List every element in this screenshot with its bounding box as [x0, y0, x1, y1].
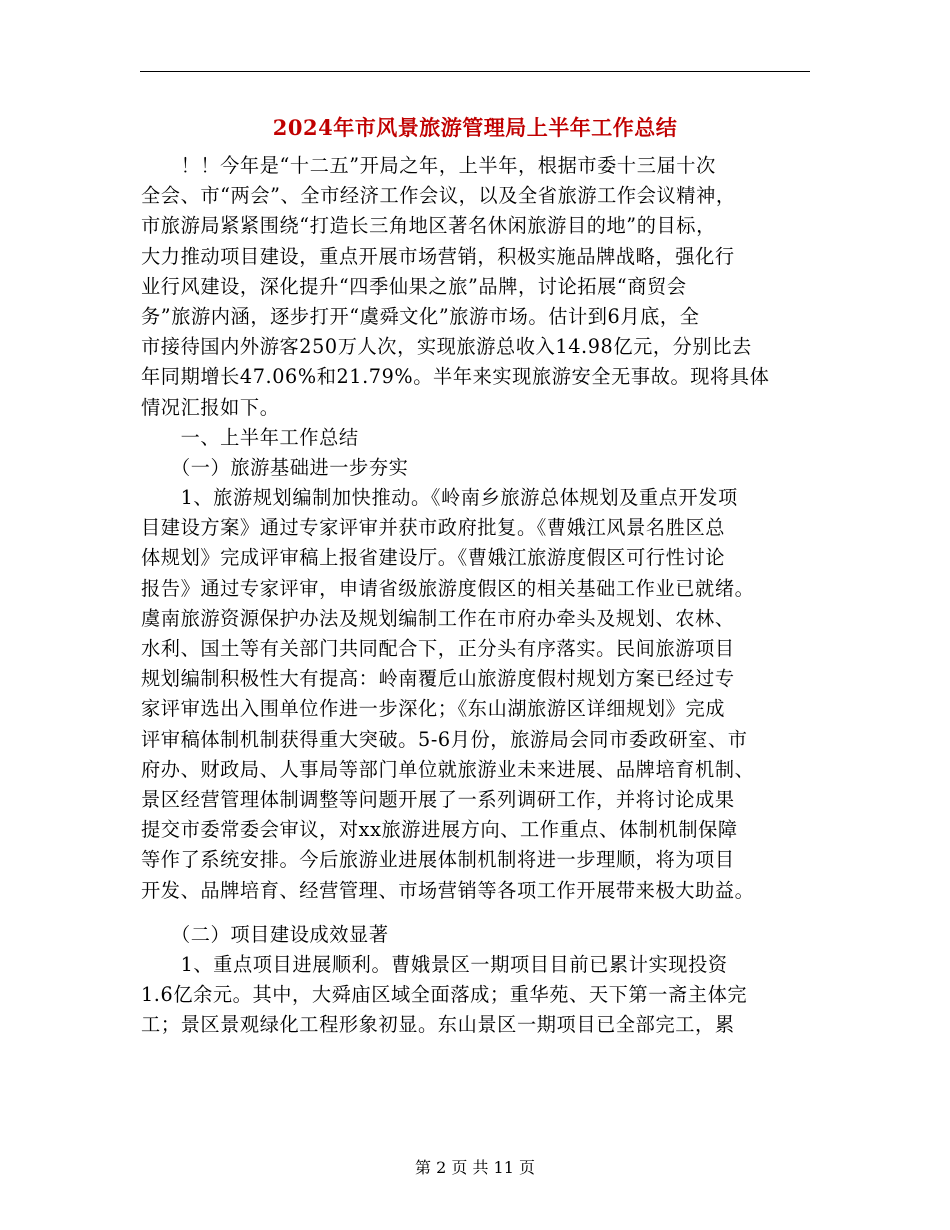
subsection-heading: （一）旅游基础进一步夯实 [141, 455, 409, 479]
body-line: 市接待国内外游客250万人次，实现旅游总收入14.98亿元，分别比去 [141, 335, 752, 359]
body-line: 府办、财政局、人事局等部门单位就旅游业未来进展、品牌培育机制、 [141, 757, 755, 781]
body-line: 1.6亿余元。其中，大舜庙区域全面落成；重华苑、天下第一斋主体完 [141, 983, 748, 1007]
body-line: 务”旅游内涵，逐步打开“虞舜文化”旅游市场。估计到6月底，全 [141, 304, 700, 328]
body-line: 等作了系统安排。今后旅游业进展体制机制将进一步理顺，将为项目 [141, 848, 735, 872]
body-line: ！！今年是“十二五”开局之年，上半年，根据市委十三届十次 [141, 154, 716, 177]
body-line: 水利、国土等有关部门共同配合下，正分头有序落实。民间旅游项目 [141, 637, 735, 660]
body-line: 评审稿体制机制获得重大突破。5-6月份，旅游局会同市委政研室、市 [141, 727, 748, 751]
document-body [141, 151, 811, 1040]
subsection-heading: （二）项目建设成效显著 [141, 922, 389, 946]
body-line: 业行风建设，深化提升“四季仙果之旅”品牌，讨论拓展“商贸会 [141, 274, 687, 298]
body-line: 1、旅游规划编制加快推动。《岭南乡旅游总体规划及重点开发项 [141, 486, 738, 510]
body-line: 情况汇报如下。 [141, 395, 280, 419]
body-line: 家评审选出入围单位作进一步深化；《东山湖旅游区详细规划》完成 [141, 697, 726, 721]
body-line: 开发、品牌培育、经营管理、市场营销等各项工作开展带来极大助益。 [141, 878, 755, 902]
body-line: 规划编制积极性大有提高：岭南覆卮山旅游度假村规划方案已经过专 [141, 667, 735, 691]
body-line: 虞南旅游资源保护办法及规划编制工作在市府办牵头及规划、农林、 [141, 606, 735, 630]
body-line: 报告》通过专家评审，申请省级旅游度假区的相关基础工作业已就绪。 [141, 576, 755, 600]
document-title: 2024年市风景旅游管理局上半年工作总结 [272, 115, 678, 140]
paragraph-gap [141, 906, 811, 920]
header-rule [140, 71, 810, 72]
body-line: 景区经营管理体制调整等问题开展了一系列调研工作，并将讨论成果 [141, 787, 735, 811]
body-line: 工；景区景观绿化工程形象初显。东山景区一期项目已全部完工，累 [141, 1013, 735, 1037]
body-line: 提交市委常委会审议，对xx旅游进展方向、工作重点、体制机制保障 [141, 818, 738, 842]
body-line: 大力推动项目建设，重点开展市场营销，积极实施品牌战略，强化行 [141, 244, 735, 268]
body-line: 年同期增长47.06%和21.79%。半年来实现旅游安全无事故。现将具体 [141, 365, 770, 389]
body-line: 全会、市“两会”、全市经济工作会议，以及全省旅游工作会议精神， [141, 184, 736, 208]
body-line: 目建设方案》通过专家评审并获市政府批复。《曹娥江风景名胜区总 [141, 516, 726, 540]
page-footer: 第 2 页 共 11 页 [415, 1158, 535, 1177]
body-line: 市旅游局紧紧围绕“打造长三角地区著名休闲旅游目的地”的目标， [141, 214, 716, 238]
body-line: 1、重点项目进展顺利。曹娥景区一期项目目前已累计实现投资 [141, 952, 728, 976]
body-line: 体规划》完成评审稿上报省建设厅。《曹娥江旅游度假区可行性讨论 [141, 546, 726, 570]
section-heading: 一、上半年工作总结 [141, 425, 359, 449]
